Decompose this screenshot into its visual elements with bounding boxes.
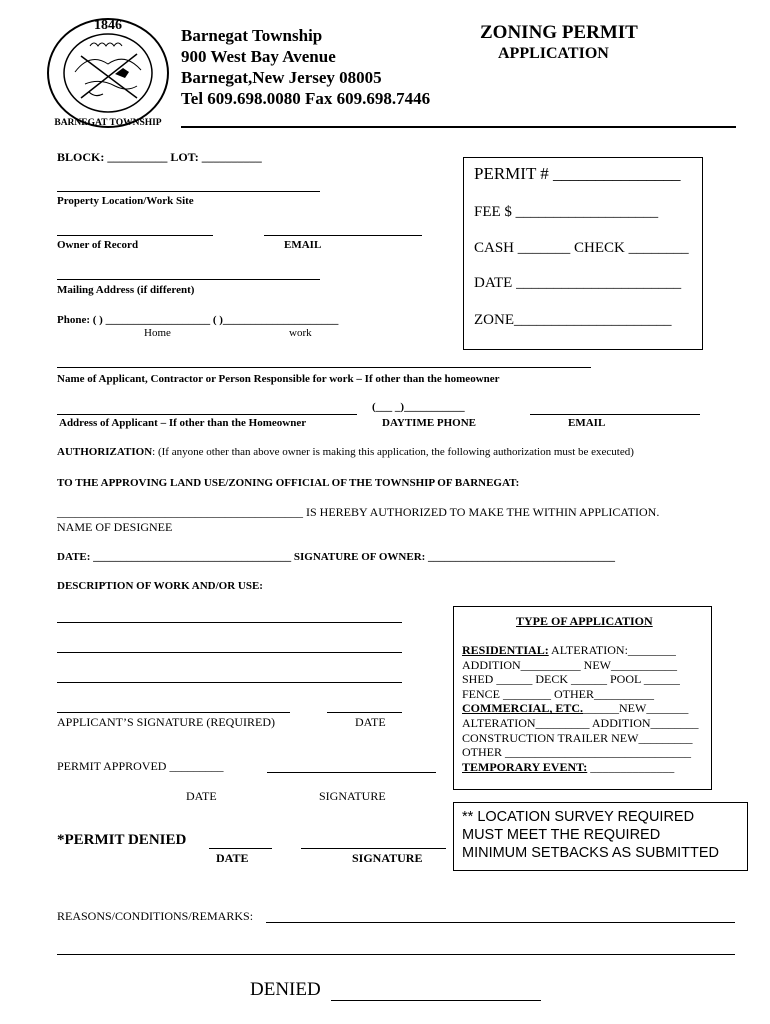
owner-of-record-label: Owner of Record: [57, 239, 139, 251]
applicant-name-line[interactable]: [57, 367, 591, 368]
applicant-address-label: Address of Applicant – If other than the Homeowner: [59, 417, 307, 429]
office-date-field[interactable]: DATE ______________________: [474, 275, 682, 291]
denied-signature-line[interactable]: [301, 848, 446, 849]
cash-check-field[interactable]: CASH _______ CHECK ________: [474, 240, 689, 256]
commercial-alteration-addition-field[interactable]: ALTERATION_________ ADDITION________: [462, 715, 699, 730]
applicant-email-label: EMAIL: [568, 417, 606, 429]
denied-footer-line[interactable]: [331, 1000, 541, 1001]
remarks-line-1[interactable]: [266, 922, 735, 923]
permit-denied-label: *PERMIT DENIED: [57, 832, 187, 848]
seal-year: 1846: [94, 18, 122, 33]
notice-line-2: MUST MEET THE REQUIRED: [462, 827, 661, 843]
applicant-signature-label: APPLICANT’S SIGNATURE (REQUIRED): [57, 715, 275, 729]
applicant-date-line[interactable]: [327, 712, 402, 713]
applicant-email-line[interactable]: [530, 414, 700, 415]
authorized-designee-line[interactable]: _________________________________________ IS HEREBY AUTHORIZED TO MAKE THE WITHIN APPLICATION.: [57, 505, 660, 519]
residential-addition-field[interactable]: ADDITION__________ NEW___________: [462, 657, 677, 672]
org-name: Barnegat Township: [181, 26, 323, 45]
description-line-1[interactable]: [57, 622, 402, 623]
owner-email-label: EMAIL: [284, 239, 322, 251]
applicant-address-line[interactable]: [57, 414, 357, 415]
denied-footer-label: DENIED: [250, 979, 321, 1000]
org-phone-fax: Tel 609.698.0080 Fax 609.698.7446: [181, 89, 431, 108]
seal-graphic: [45, 12, 171, 130]
designee-label: NAME OF DESIGNEE: [57, 520, 173, 534]
residential-label: RESIDENTIAL:: [462, 643, 549, 657]
applicant-name-label: Name of Applicant, Contractor or Person Responsible for work – If other than the homeowner: [57, 373, 500, 385]
other-field[interactable]: OTHER _______________________________: [462, 745, 691, 760]
remarks-line-2[interactable]: [57, 954, 735, 955]
description-heading: DESCRIPTION OF WORK AND/OR USE:: [57, 580, 263, 592]
approved-signature-label: SIGNATURE: [319, 789, 386, 803]
applicant-phone-line[interactable]: (___ _)___________: [372, 401, 465, 413]
description-line-2[interactable]: [57, 652, 402, 653]
applicant-signature-line[interactable]: [57, 712, 290, 713]
commercial-new-field[interactable]: ______NEW_______: [583, 701, 689, 716]
permit-number-field[interactable]: PERMIT # _______________: [474, 164, 681, 183]
denied-signature-label: SIGNATURE: [352, 851, 423, 865]
notice-line-3: MINIMUM SETBACKS AS SUBMITTED: [462, 845, 719, 861]
phone-home-label: Home: [144, 327, 171, 339]
permit-approved-field[interactable]: PERMIT APPROVED _________: [57, 759, 224, 773]
fee-field[interactable]: FEE $ ___________________: [474, 204, 659, 220]
org-address: 900 West Bay Avenue: [181, 47, 336, 66]
notice-line-1: ** LOCATION SURVEY REQUIRED: [462, 809, 695, 825]
to-official-heading: TO THE APPROVING LAND USE/ZONING OFFICIAL OF THE TOWNSHIP OF BARNEGAT:: [57, 477, 520, 489]
commercial-label: COMMERCIAL, ETC.: [462, 701, 584, 716]
temporary-event-field[interactable]: ______________: [587, 759, 675, 774]
authorization-note: : (If anyone other than above owner is making this application, the following authorization must be executed): [152, 446, 634, 458]
type-of-application-title: TYPE OF APPLICATION: [516, 614, 653, 628]
approved-date-label: DATE: [186, 789, 217, 803]
block-lot-field[interactable]: BLOCK: __________ LOT: __________: [57, 150, 262, 164]
township-seal: [45, 12, 171, 130]
fence-other-field[interactable]: FENCE ________ OTHER__________: [462, 686, 654, 701]
owner-date-signature-line[interactable]: DATE: ____________________________________ SIGNATURE OF OWNER: __________________________________: [57, 551, 616, 563]
applicant-date-label: DATE: [355, 715, 386, 729]
remarks-label: REASONS/CONDITIONS/REMARKS:: [57, 909, 254, 923]
temporary-event-label: TEMPORARY EVENT:: [462, 759, 588, 774]
description-line-3[interactable]: [57, 682, 402, 683]
approved-signature-line[interactable]: [267, 772, 436, 773]
mailing-address-label: Mailing Address (if different): [57, 284, 195, 296]
mailing-address-line[interactable]: [57, 279, 320, 280]
phone-work-label: work: [289, 327, 312, 339]
zone-field[interactable]: ZONE_____________________: [474, 312, 672, 328]
seal-name: BARNEGAT TOWNSHIP: [54, 118, 162, 128]
denied-date-line[interactable]: [209, 848, 272, 849]
org-city: Barnegat,New Jersey 08005: [181, 68, 382, 87]
property-location-label: Property Location/Work Site: [57, 195, 194, 207]
authorization-text: [57, 446, 634, 458]
header-rule: [181, 126, 736, 128]
denied-date-label: DATE: [216, 851, 249, 865]
construction-trailer-field[interactable]: CONSTRUCTION TRAILER NEW_________: [462, 730, 693, 745]
owner-email-line[interactable]: [264, 235, 422, 236]
daytime-phone-label: DAYTIME PHONE: [382, 417, 477, 429]
type-of-application-list: [462, 643, 699, 774]
page-subtitle: APPLICATION: [498, 45, 609, 62]
authorization-label: AUTHORIZATION: [57, 446, 153, 458]
residential-alteration-field[interactable]: ALTERATION:________: [548, 643, 676, 657]
shed-deck-pool-field[interactable]: SHED ______ DECK ______ POOL ______: [462, 672, 680, 687]
owner-line[interactable]: [57, 235, 213, 236]
property-location-line[interactable]: [57, 191, 320, 192]
page-title: ZONING PERMIT: [480, 22, 638, 43]
phone-field[interactable]: Phone: ( ) ___________________ ( )_____________________: [57, 314, 339, 326]
